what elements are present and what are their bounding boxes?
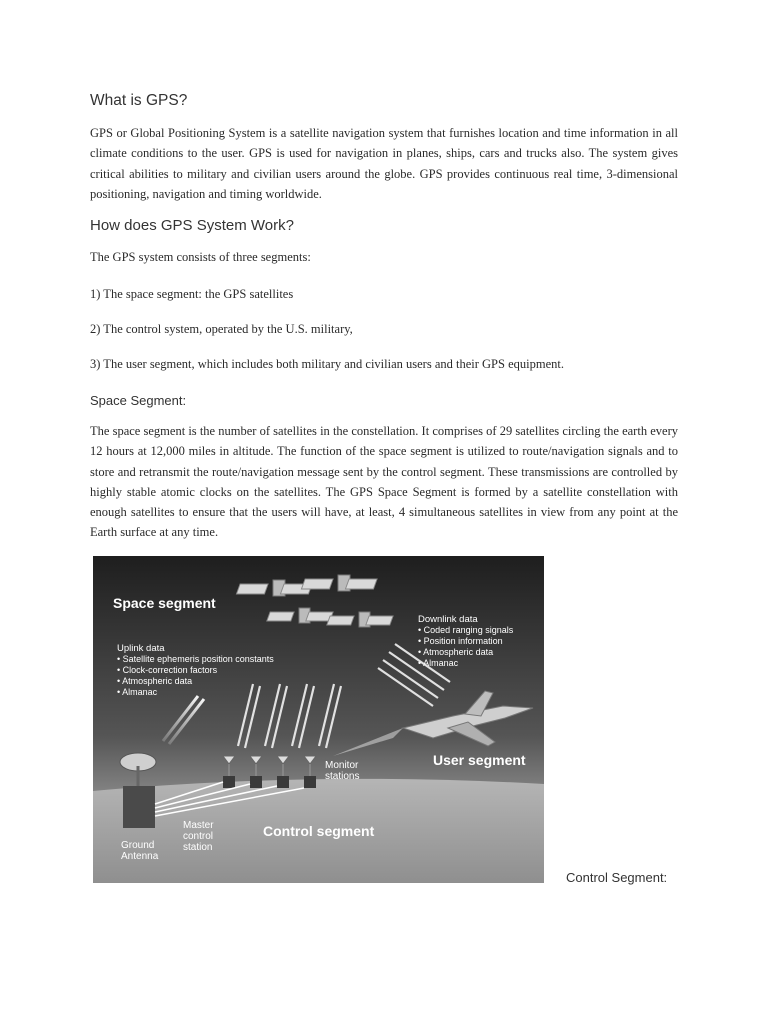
downlink-item: • Position information — [418, 636, 503, 646]
space-segment-paragraph: The space segment is the number of satellites in the constellation. It comprises of 29 satellites circling the earth every 12 hours at 12,000 miles in altitude. The function of the space segment is utilized to route/navigation signals and to store and retransmit the route/navigation message sent by the control segment. These transmissions are controlled by highly stable atomic clocks on the satellites. The GPS Space Segment is formed by a satellite constellation with enough satellites to ensure that the users will have, at least, 4 simultaneous satellites in view from any point at the Earth surface at any time. — [90, 424, 678, 540]
uplink-item: • Clock-correction factors — [117, 665, 218, 675]
uplink-item: • Almanac — [117, 687, 158, 697]
downlink-item: • Atmospheric data — [418, 647, 494, 657]
master-label: control — [183, 831, 214, 842]
space-segment-label: Space segment — [113, 595, 216, 611]
segment-item-3: 3) The user segment, which includes both military and civilian users and their GPS equipment. — [90, 357, 564, 371]
segment-item-2: 2) The control system, operated by the U.S. military, — [90, 322, 353, 336]
segments-intro: The GPS system consists of three segments: — [90, 250, 311, 264]
heading-control-segment: Control Segment: — [566, 870, 668, 885]
monitor-label: Monitor — [325, 760, 359, 771]
downlink-title: Downlink data — [418, 614, 478, 625]
ground-antenna-label: Ground — [121, 840, 155, 851]
intro-paragraph: GPS or Global Positioning System is a satellite navigation system that furnishes location and time information in all climate conditions to the user. GPS is used for navigation in planes, ships, cars and trucks also. The system gives critical abilities to military and civilian users around the globe. GPS provides continuous real time, 3-dimensional positioning, navigation and timing worldwide. — [90, 126, 678, 201]
control-segment-label: Control segment — [263, 823, 375, 839]
gps-segments-diagram — [93, 556, 544, 883]
heading-how-gps-works: How does GPS System Work? — [90, 217, 294, 234]
uplink-title: Uplink data — [117, 643, 165, 654]
uplink-item: • Atmospheric data — [117, 676, 193, 686]
master-label: Master — [183, 820, 214, 831]
segment-item-1: 1) The space segment: the GPS satellites — [90, 287, 294, 301]
downlink-item: • Coded ranging signals — [418, 625, 514, 635]
uplink-item: • Satellite ephemeris position constants — [117, 654, 274, 664]
ground-antenna — [120, 753, 156, 828]
ground-antenna-label: Antenna — [121, 851, 159, 862]
downlink-item: • Almanac — [418, 658, 459, 668]
master-label: station — [183, 842, 213, 853]
monitor-label: stations — [325, 771, 360, 782]
heading-what-is-gps: What is GPS? — [90, 92, 188, 109]
heading-space-segment: Space Segment: — [90, 393, 187, 408]
user-segment-label: User segment — [433, 752, 526, 768]
